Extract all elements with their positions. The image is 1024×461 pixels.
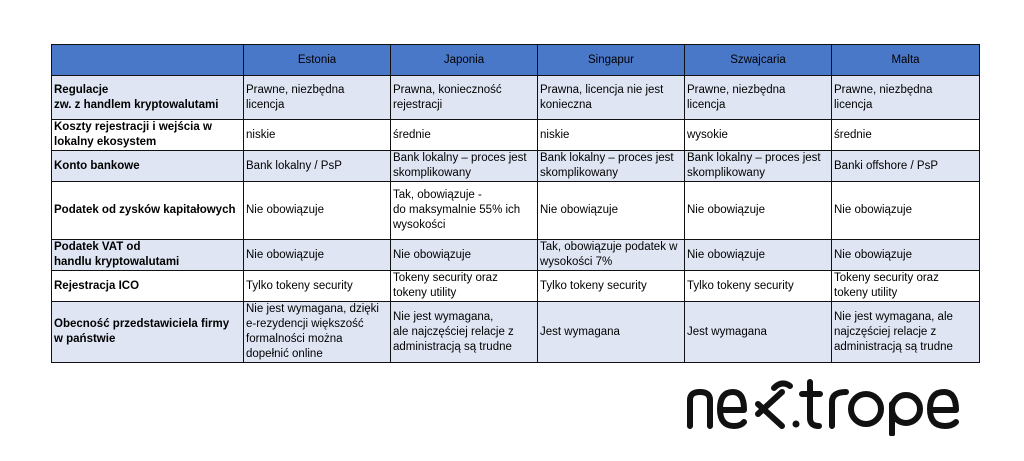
column-header: Singapur — [538, 45, 685, 76]
cell-line: niskie — [246, 128, 276, 141]
table-cell — [832, 76, 980, 120]
table-cell — [538, 271, 685, 302]
table-cell — [832, 182, 980, 240]
cell-line: licencja — [687, 98, 726, 111]
cell-line: średnie — [834, 128, 872, 141]
comparison-table — [51, 44, 980, 363]
row-label-line: zw. z handlem kryptowalutami — [54, 98, 219, 111]
cell-line: tokeny utility — [834, 287, 898, 299]
cell-line: Bank lokalny – proces jest — [393, 152, 527, 164]
cell-line: licencja — [834, 98, 873, 111]
cell-line: Nie jest wymagana, ale — [834, 310, 953, 323]
cell-line: skomplikowany — [540, 167, 618, 179]
cell-line: wysokie — [687, 128, 728, 141]
nextrope-logo — [686, 376, 986, 436]
cell-line: skomplikowany — [687, 167, 765, 179]
cell-line: Banki offshore / PsP — [834, 159, 938, 172]
row-label — [52, 302, 244, 363]
table-cell — [244, 120, 391, 151]
cell-line: wysokości 7% — [540, 256, 613, 268]
cell-line: Nie obowiązuje — [393, 248, 471, 261]
cell-line: licencja — [246, 98, 285, 111]
cell-line: Prawne, niezbędna — [246, 83, 345, 96]
cell-line: formalności można — [246, 333, 343, 345]
cell-line: Nie obowiązuje — [687, 204, 765, 216]
table-row — [52, 182, 980, 240]
table-cell — [832, 120, 980, 151]
cell-line: Tylko tokeny security — [540, 279, 647, 292]
cell-line: tokeny utility — [393, 287, 457, 299]
table-cell — [244, 76, 391, 120]
table-row — [52, 240, 980, 271]
row-label-line: Rejestracja ICO — [54, 279, 140, 292]
column-header: Malta — [832, 45, 980, 76]
table-cell — [391, 271, 538, 302]
table-cell — [244, 271, 391, 302]
table-row — [52, 120, 980, 151]
row-label-line: lokalny ekosystem — [54, 136, 157, 148]
row-label — [52, 120, 244, 151]
row-label-line: Podatek VAT od — [54, 241, 141, 253]
cell-line: Prawna, licencja nie jest — [540, 83, 664, 96]
row-label — [52, 76, 244, 120]
cell-line: Nie obowiązuje — [687, 248, 765, 261]
logo-text — [986, 376, 987, 377]
table-cell — [391, 120, 538, 151]
row-label-line: Koszty rejestracji i wejścia w — [54, 121, 212, 133]
table-cell — [391, 240, 538, 271]
cell-line: Tokeny security oraz — [834, 272, 939, 284]
table-cell — [391, 182, 538, 240]
cell-line: średnie — [393, 128, 431, 141]
table-cell — [685, 271, 832, 302]
table-cell — [832, 271, 980, 302]
table-row — [52, 302, 980, 363]
row-label — [52, 151, 244, 182]
cell-line: Jest wymagana — [687, 325, 767, 338]
cell-line: Bank lokalny – proces jest — [687, 152, 821, 164]
table-cell — [538, 120, 685, 151]
table-cell — [685, 302, 832, 363]
cell-line: konieczna — [540, 98, 592, 111]
table-cell — [538, 240, 685, 271]
cell-line: niskie — [540, 128, 570, 141]
cell-line: Tokeny security oraz — [393, 272, 498, 284]
cell-line: do maksymalnie 55% ich — [393, 204, 521, 216]
table-cell — [538, 182, 685, 240]
row-label-line: Podatek od zysków kapitałowych — [54, 204, 236, 216]
table-cell — [832, 240, 980, 271]
column-header: Estonia — [244, 45, 391, 76]
cell-line: ale najczęściej relacje z — [393, 325, 514, 338]
table-cell — [244, 151, 391, 182]
cell-line: Tylko tokeny security — [246, 279, 353, 292]
table-cell — [685, 240, 832, 271]
table-row — [52, 271, 980, 302]
table-cell — [538, 76, 685, 120]
table-row — [52, 151, 980, 182]
table-cell — [391, 151, 538, 182]
cell-line: wysokości — [393, 219, 446, 231]
column-header: Szwajcaria — [685, 45, 832, 76]
cell-line: najczęściej relacje z — [834, 325, 937, 338]
cell-line: e-rezydencji większość — [246, 318, 364, 330]
table-cell — [685, 76, 832, 120]
cell-line: Bank lokalny / PsP — [246, 159, 342, 172]
header-corner — [52, 45, 244, 76]
table-cell — [538, 151, 685, 182]
row-label — [52, 182, 244, 240]
header-row — [52, 45, 980, 76]
table-cell — [685, 151, 832, 182]
row-label-line: Regulacje — [54, 83, 109, 96]
cell-line: skomplikowany — [393, 167, 471, 179]
table-cell — [244, 182, 391, 240]
cell-line: Prawna, konieczność — [393, 83, 502, 96]
cell-line: Nie obowiązuje — [834, 204, 912, 216]
table-cell — [391, 302, 538, 363]
table-cell — [244, 302, 391, 363]
table-cell — [685, 182, 832, 240]
cell-line: Nie jest wymagana, — [393, 310, 494, 323]
cell-line: dopełnić online — [246, 348, 323, 360]
cell-line: Tak, obowiązuje - — [393, 189, 482, 201]
cell-line: Nie obowiązuje — [540, 204, 618, 216]
table-cell — [391, 76, 538, 120]
row-label-line: Obecność przedstawiciela firmy — [54, 318, 230, 330]
row-label — [52, 271, 244, 302]
cell-line: Tylko tokeny security — [687, 279, 794, 292]
cell-line: administracją są trudne — [834, 340, 953, 353]
cell-line: Tak, obowiązuje podatek w — [540, 241, 678, 253]
cell-line: Nie obowiązuje — [246, 248, 324, 261]
table-cell — [832, 151, 980, 182]
cell-line: administracją są trudne — [393, 340, 512, 353]
row-label — [52, 240, 244, 271]
table-row — [52, 76, 980, 120]
cell-line: Nie obowiązuje — [834, 248, 912, 261]
table-cell — [832, 302, 980, 363]
table-cell — [538, 302, 685, 363]
cell-line: Prawne, niezbędna — [687, 83, 786, 96]
row-label-line: handlu kryptowalutami — [54, 256, 180, 268]
table-cell — [685, 120, 832, 151]
cell-line: Jest wymagana — [540, 325, 620, 338]
cell-line: Nie jest wymagana, dzięki — [246, 303, 379, 315]
cell-line: Bank lokalny – proces jest — [540, 152, 674, 164]
cell-line: Prawne, niezbędna — [834, 83, 933, 96]
column-header: Japonia — [391, 45, 538, 76]
cell-line: rejestracji — [393, 98, 443, 111]
table-cell — [244, 240, 391, 271]
row-label-line: w państwie — [54, 333, 116, 345]
row-label-line: Konto bankowe — [54, 159, 140, 172]
cell-line: Nie obowiązuje — [246, 204, 324, 216]
nextrope-logo-graphic — [686, 376, 986, 436]
